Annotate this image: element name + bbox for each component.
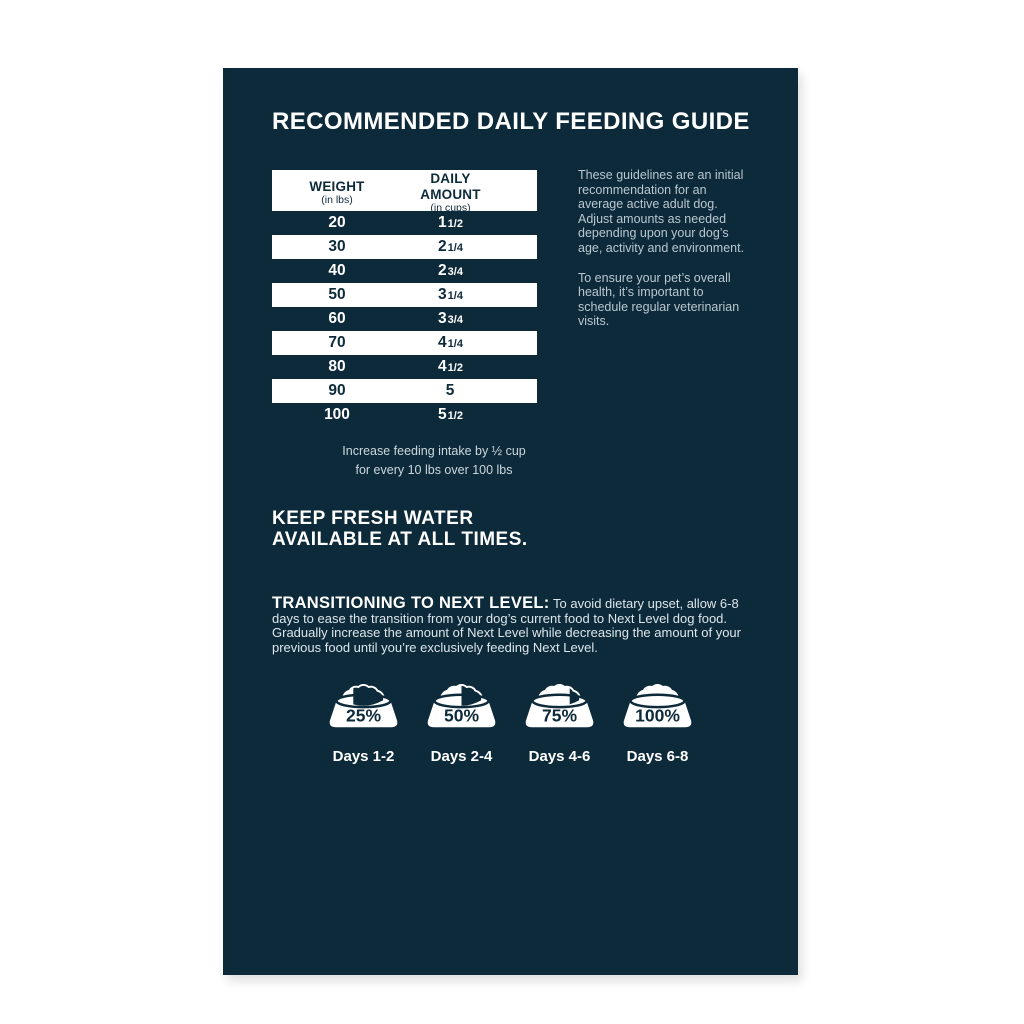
weight-value: 70 [328, 334, 346, 352]
guidelines-note [578, 168, 750, 344]
amount-value: 31/4 [438, 286, 463, 304]
transition-step [523, 680, 596, 765]
weight-column-header [272, 178, 402, 207]
transition-bowls-row [223, 680, 798, 765]
transition-days-label: Days 2-4 [430, 748, 493, 765]
transition-heading: TRANSITIONING TO NEXT LEVEL: [272, 594, 550, 612]
table-row [272, 355, 537, 379]
weight-value: 40 [328, 262, 346, 280]
dog-bowl-icon [425, 680, 498, 735]
amount-value: 21/4 [438, 238, 463, 256]
table-row [272, 331, 537, 355]
amount-header-label: DAILY AMOUNT [420, 171, 481, 202]
table-row [272, 211, 537, 235]
table-row [272, 403, 537, 427]
table-row [272, 283, 537, 307]
amount-header-unit: (in cups) [430, 202, 471, 215]
transition-step [425, 680, 498, 765]
water-note-line1: KEEP FRESH WATER [272, 508, 474, 529]
bowl-percent-label: 100% [635, 705, 680, 726]
weight-value: 30 [328, 238, 346, 256]
table-row [272, 379, 537, 403]
table-header [272, 170, 537, 215]
weight-header-unit: (in lbs) [321, 194, 353, 207]
bowl-percent-label: 50% [443, 705, 480, 726]
dog-bowl-icon [327, 680, 400, 735]
transition-days-label: Days 1-2 [332, 748, 395, 765]
dog-bowl-icon [523, 680, 596, 735]
guidelines-paragraph-1: These guidelines are an initial recommendation for an average active adult dog. Adjust amounts as needed depending upon your dog’s age, activity and environment. [578, 168, 745, 255]
weight-value: 80 [328, 358, 346, 376]
transition-step [621, 680, 694, 765]
weight-value: 60 [328, 310, 346, 328]
intake-note-line2: for every 10 lbs over 100 lbs [355, 463, 513, 478]
transition-body: To avoid dietary upset, allow 6-8 days to ease the transition from your dog’s current food to Next Level dog food. Gradually increase the amount of Next Level while decreasing the amount of your previous food until you’re exclusively feeding Next Level. [272, 596, 741, 655]
transition-step [327, 680, 400, 765]
intake-note-line1: Increase feeding intake by ½ cup [342, 444, 526, 458]
weight-value: 90 [328, 382, 346, 400]
bowl-percent-label: 25% [345, 705, 382, 726]
weight-value: 20 [328, 214, 346, 232]
transition-instructions [272, 596, 746, 655]
weight-header-label: WEIGHT [309, 178, 365, 194]
weight-value: 50 [328, 286, 346, 304]
amount-value: 5 [445, 382, 455, 400]
water-note-line2: AVAILABLE AT ALL TIMES. [272, 529, 528, 551]
amount-value: 41/4 [438, 334, 463, 352]
table-row [272, 307, 537, 331]
table-row [272, 235, 537, 259]
dog-bowl-icon [621, 680, 694, 735]
transition-days-label: Days 6-8 [626, 748, 689, 765]
feeding-guide-panel [223, 68, 798, 975]
amount-value: 51/2 [438, 406, 463, 424]
amount-value: 33/4 [438, 310, 463, 328]
amount-value: 23/4 [438, 262, 463, 280]
page-title: RECOMMENDED DAILY FEEDING GUIDE [272, 108, 750, 135]
feeding-table [272, 170, 537, 427]
weight-value: 100 [324, 406, 350, 424]
fresh-water-note [272, 508, 528, 551]
guidelines-paragraph-2: To ensure your pet’s overall health, it’s important to schedule regular veterinarian visits. [578, 270, 740, 329]
amount-column-header [402, 170, 499, 214]
bowl-percent-label: 75% [541, 705, 578, 726]
amount-value: 41/2 [438, 358, 463, 376]
intake-increase-note [272, 442, 596, 481]
transition-days-label: Days 4-6 [528, 748, 591, 765]
table-row [272, 259, 537, 283]
amount-value: 11/2 [438, 214, 463, 232]
